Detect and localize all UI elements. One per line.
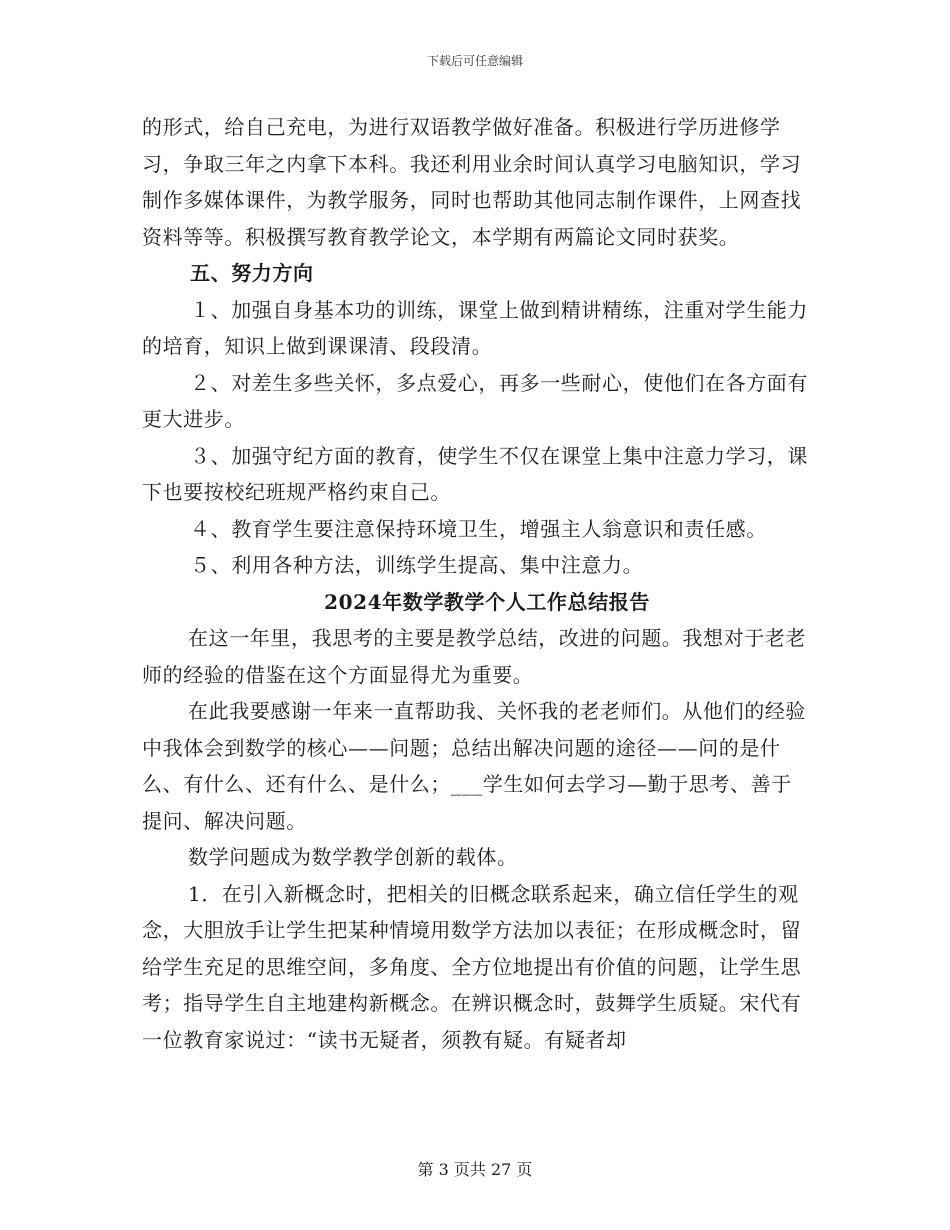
document-title: 2024年数学教学个人工作总结报告	[324, 589, 650, 614]
paragraph: 在此我要感谢一年来一直帮助我、关怀我的老老师们。从他们的经验中我体会到数学的核心——问题；总结出解决问题的途径——问的是什么、有什么、还有什么、是什么；___学生如何去学习—勤于思考、善于提问、解决问题。	[142, 699, 806, 833]
list-item: １、加强自身基本功的训练，课堂上做到精讲精练，注重对学生能力的培育，知识上做到课课清、段段清。	[142, 297, 808, 358]
section-heading: 五、努力方向	[190, 261, 314, 285]
document-body	[142, 109, 810, 1058]
list-item: ４、教育学生要注意保持环境卫生，增强主人翁意识和责任感。	[190, 516, 767, 541]
page-number: 第 3 页共 27 页	[417, 1160, 533, 1179]
paragraph: 1．在引入新概念时，把相关的旧概念联系起来，确立信任学生的观念，大胆放手让学生把某种情境用数学方法加以表征；在形成概念时，留给学生充足的思维空间，多角度、全方位地提出有价值的问题，让学生思考；指导学生自主地建构新概念。在辨识概念时，鼓舞学生质疑。宋代有一位教育家说过：“读书无疑者，须教有疑。有疑者却	[142, 881, 802, 1052]
list-item: ５、利用各种方法，训练学生提高、集中注意力。	[190, 553, 644, 577]
paragraph-continuation: 的形式，给自己充电，为进行双语教学做好准备。积极进行学历进修学习，争取三年之内拿下本科。我还利用业余时间认真学习电脑知识，学习制作多媒体课件，为教学服务，同时也帮助其他同志制作课件，上网查找资料等等。积极撰写教育教学论文，本学期有两篇论文同时获奖。	[142, 115, 802, 249]
list-item: ３、加强守纪方面的教育，使学生不仅在课堂上集中注意力学习，课下也要按校纪班规严格约束自己。	[142, 443, 808, 504]
paragraph: 数学问题成为数学教学创新的载体。	[188, 845, 518, 869]
paragraph: 在这一年里，我思考的主要是教学总结，改进的问题。我想对于老老师的经验的借鉴在这个方面显得尤为重要。	[142, 626, 806, 687]
list-item: ２、对差生多些关怀，多点爱心，再多一些耐心，使他们在各方面有更大进步。	[142, 370, 808, 431]
page-header: 下载后可任意编辑	[426, 54, 523, 68]
